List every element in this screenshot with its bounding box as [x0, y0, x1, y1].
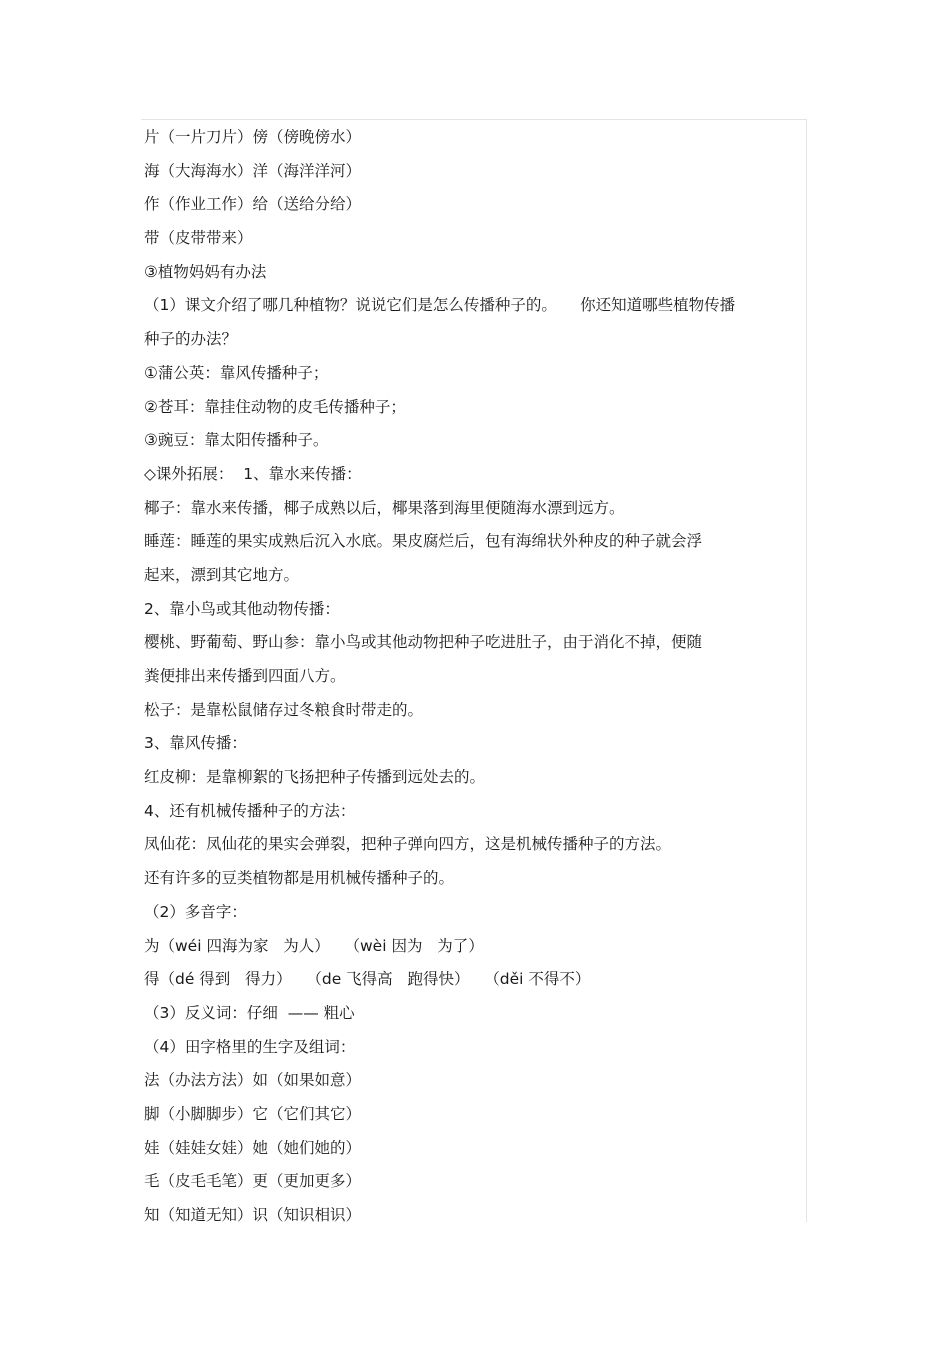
document-body: [144, 121, 804, 1233]
section-heading: ③植物妈妈有办法: [144, 262, 267, 281]
text-line: 海（大海海水）洋（海洋洋河）: [144, 161, 362, 180]
text-line: 脚（小脚脚步）它（它们其它）: [144, 1104, 362, 1123]
text-line: （3）反义词：仔细 —— 粗心: [144, 1003, 355, 1022]
text-line: 4、还有机械传播种子的方法：: [144, 801, 356, 820]
question-line: （1）课文介绍了哪几种植物？说说它们是怎么传播种子的。 你还知道哪些植物传播: [144, 296, 736, 315]
text-line: 得（dé 得到 得力） （de 飞得高 跑得快） （děi 不得不）: [144, 970, 591, 989]
text-line: 椰子：靠水来传播，椰子成熟以后，椰果落到海里便随海水漂到远方。: [144, 498, 625, 517]
text-line: 作（作业工作）给（送给分给）: [144, 195, 362, 214]
text-line: 松子：是靠松鼠储存过冬粮食时带走的。: [144, 700, 424, 719]
text-line: 起来，漂到其它地方。: [144, 565, 300, 584]
text-line: 凤仙花：凤仙花的果实会弹裂，把种子弹向四方，这是机械传播种子的方法。: [144, 835, 672, 854]
text-line: 睡莲：睡莲的果实成熟后沉入水底。果皮腐烂后，包有海绵状外种皮的种子就会浮: [144, 532, 703, 551]
text-line: ②苍耳：靠挂住动物的皮毛传播种子；: [144, 397, 406, 416]
text-line: 知（知道无知）识（知识相识）: [144, 1206, 362, 1224]
text-line: 为（wéi 四海为家 为人） （wèi 因为 为了）: [144, 936, 484, 955]
text-line: ①蒲公英：靠风传播种子；: [144, 363, 329, 382]
text-line: ③豌豆：靠太阳传播种子。: [144, 431, 329, 450]
text-line: 红皮柳：是靠柳絮的飞扬把种子传播到远处去的。: [144, 768, 486, 787]
text-line: 2、靠小鸟或其他动物传播：: [144, 599, 340, 618]
text-line: 樱桃、野葡萄、野山参：靠小鸟或其他动物把种子吃进肚子，由于消化不掉，便随: [144, 633, 703, 652]
text-line: 带（皮带带来）: [144, 229, 253, 248]
text-line: 3、靠风传播：: [144, 734, 247, 753]
text-line: （4）田字格里的生字及组词：: [144, 1037, 356, 1056]
text-line: 毛（皮毛毛笔）更（更加更多）: [144, 1172, 362, 1191]
text-line: ◇课外拓展： 1、靠水来传播：: [144, 464, 362, 483]
text-line: 种子的办法？: [144, 330, 238, 349]
text-line: 片（一片刀片）傍（傍晚傍水）: [144, 128, 362, 146]
text-line: 还有许多的豆类植物都是用机械传播种子的。: [144, 869, 455, 888]
text-line: （2）多音字：: [144, 902, 247, 921]
text-line: 娃（娃娃女娃）她（她们她的）: [144, 1138, 362, 1157]
text-line: 粪便排出来传播到四面八方。: [144, 667, 346, 685]
text-line: 法（办法方法）如（如果如意）: [144, 1071, 362, 1090]
